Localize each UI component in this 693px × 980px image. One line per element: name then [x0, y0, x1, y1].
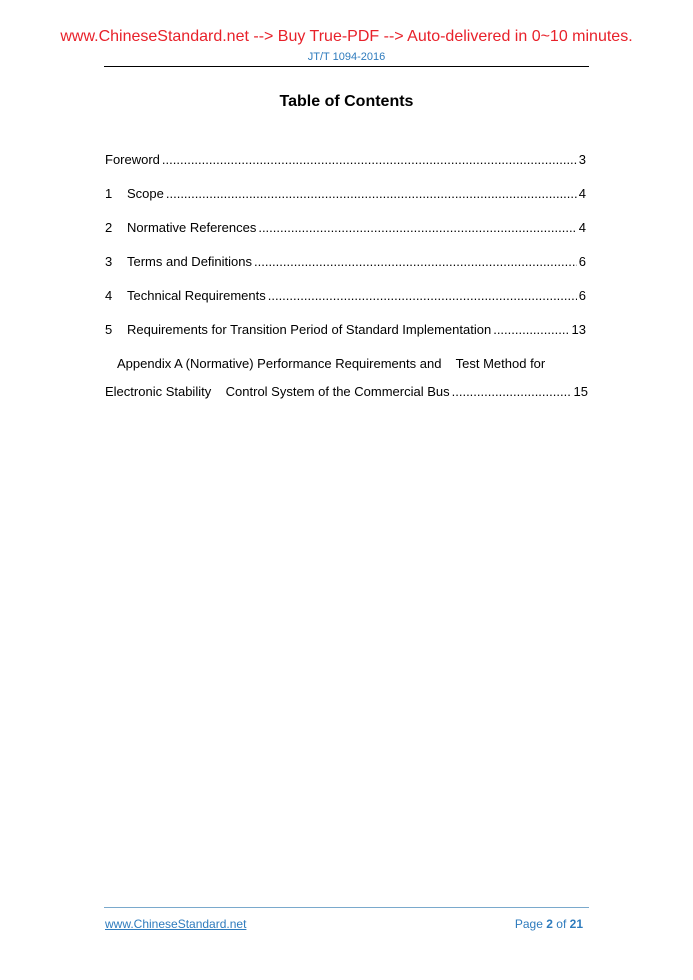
toc-dot-leader: [493, 322, 569, 338]
toc-entry-transition-period[interactable]: [105, 322, 586, 338]
toc-dot-leader: [258, 220, 576, 236]
toc-entry-appendix-a[interactable]: [105, 384, 588, 400]
standard-code-header: JT/T 1094-2016: [307, 51, 386, 63]
footer-website-link[interactable]: www.ChineseStandard.net: [105, 917, 247, 931]
toc-entry-page: 3: [578, 152, 586, 167]
page-of: of: [556, 917, 567, 931]
toc-entry-foreword[interactable]: [105, 152, 586, 168]
toc-dot-leader: [452, 384, 572, 400]
toc-entry-page: 13: [571, 322, 586, 337]
toc-dot-leader: [162, 152, 577, 168]
promo-banner[interactable]: www.ChineseStandard.net --> Buy True-PDF --> Auto-delivered in 0~10 minutes.: [60, 28, 633, 45]
toc-entry-terms-and-definitions[interactable]: [105, 254, 586, 270]
page-number: [515, 917, 583, 931]
toc-dot-leader: [268, 288, 577, 304]
toc-entry-scope[interactable]: [105, 186, 586, 202]
toc-entry-page: 6: [578, 254, 586, 269]
toc-entry-label: Technical Requirements: [127, 288, 266, 303]
toc-entry-number: 4: [105, 288, 113, 303]
toc-entry-label: Foreword: [105, 152, 160, 167]
page-prefix: Page: [514, 917, 543, 931]
toc-entry-label: Requirements for Transition Period of Standard Implementation: [127, 322, 492, 337]
toc-entry-label: Scope: [127, 186, 164, 201]
current-page: 2: [546, 917, 553, 931]
toc-entry-label: Terms and Definitions: [127, 254, 252, 269]
total-pages: 21: [569, 917, 583, 931]
toc-dot-leader: [254, 254, 577, 270]
toc-entry-number: 5: [105, 322, 113, 337]
toc-entry-normative-references[interactable]: [105, 220, 586, 236]
toc-entry-label: Electronic Stability Control System of the Commercial Bus: [105, 384, 450, 399]
footer-divider: [104, 907, 589, 908]
toc-dot-leader: [166, 186, 577, 202]
toc-entry-label: Normative References: [127, 220, 257, 235]
toc-entry-page: 4: [578, 186, 586, 201]
toc-entry-technical-requirements[interactable]: [105, 288, 586, 304]
toc-entry-page: 6: [578, 288, 586, 303]
toc-entry-page: 15: [573, 384, 588, 399]
toc-entry-number: 3: [105, 254, 113, 269]
toc-entry-page: 4: [578, 220, 586, 235]
toc-entry-number: 2: [105, 220, 113, 235]
toc-entry-appendix-a-line1[interactable]: Appendix A (Normative) Performance Requirements and Test Method for: [117, 356, 546, 371]
toc-entry-number: 1: [105, 186, 113, 201]
toc-title: Table of Contents: [279, 93, 414, 110]
header-divider: [104, 66, 589, 67]
